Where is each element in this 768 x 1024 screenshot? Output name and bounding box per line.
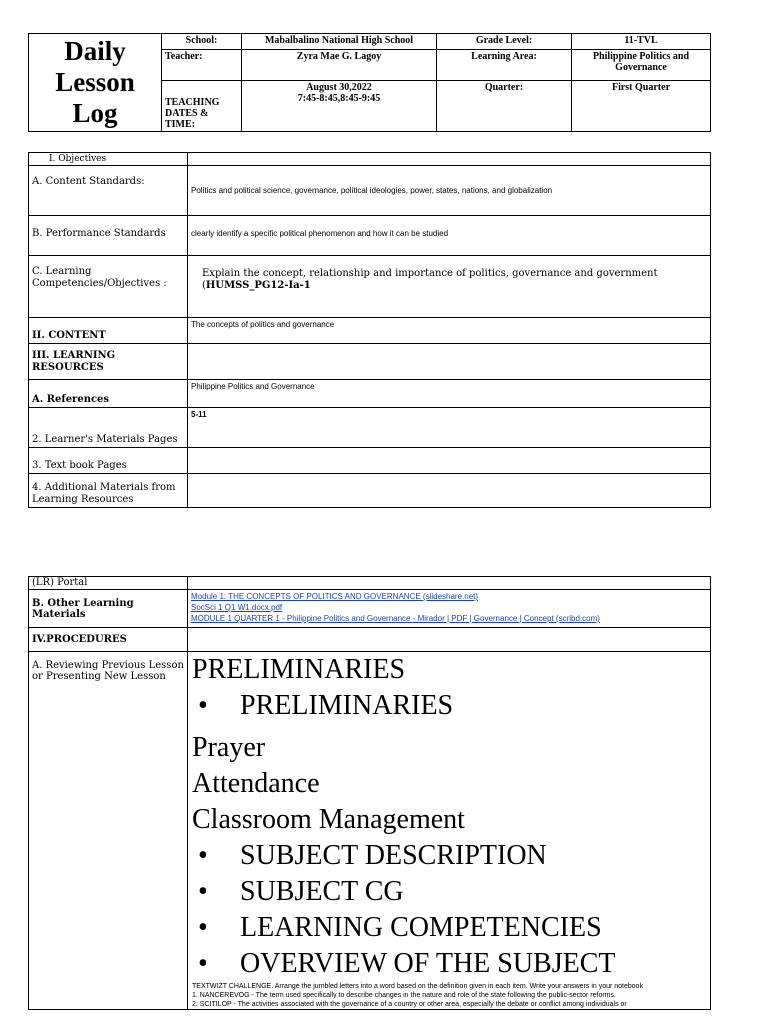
references-value: Philippine Politics and Governance (188, 380, 711, 408)
grade-label: Grade Level: (437, 34, 572, 50)
other-materials-label: B. Other Learning Materials (29, 590, 188, 628)
module-link-scribd[interactable]: MODULE 1 QUARTER 1 - Philippine Politics and Governance - Mirador | PDF | Governance | Concept (scribd.com) (191, 614, 600, 623)
content-standards-label: A. Content Standards: (29, 166, 188, 216)
content-label: II. CONTENT (29, 318, 188, 344)
additional-materials-label: 4. Additional Materials from Learning Resources (29, 474, 188, 508)
activity-instructions: TEXTWIZT CHALLENGE. Arrange the jumbled letters into a word based on the definition given in each item. Write your answers in your notebook 1. NANCEREVOG - The term used specifically to describe changes in the nature and role of the state following the public-sector reforms. 2. SCITILOP - The activities associated with the governance of a country or other area, especially the debate or conflict among individuals or (192, 983, 644, 1008)
area-label: Learning Area: (437, 50, 572, 81)
lr-portal-label: (LR) Portal (29, 577, 188, 590)
school-label: School: (162, 34, 242, 50)
textbook-pages-label: 3. Text book Pages (29, 448, 188, 474)
quarter-label: Quarter: (437, 80, 572, 131)
quarter-value: First Quarter (572, 80, 711, 131)
teacher-value: Zyra Mae G. Lagoy (242, 50, 437, 81)
procedures-content (188, 652, 711, 1010)
bullet-item: • LEARNING COMPETENCIES (198, 912, 602, 943)
content-value: The concepts of politics and governance (188, 318, 711, 344)
teacher-label: Teacher: (162, 50, 242, 81)
objectives-heading: I. Objectives (29, 153, 188, 166)
bullet-item: • OVERVIEW OF THE SUBJECT (198, 948, 616, 979)
bullet-item: • SUBJECT CG (198, 876, 404, 907)
objectives-table (28, 152, 711, 508)
page-title: Daily Lesson Log (29, 34, 162, 132)
bullet-item: • PRELIMINARIES (198, 690, 454, 721)
competency-code: HUMSS_PG12-Ia-1 (205, 280, 311, 291)
module-link-socsci-pdf[interactable]: SocSci 1 Q1 W1.docx.pdf (191, 603, 283, 612)
dates-label: TEACHING DATES & TIME: (162, 80, 242, 131)
performance-standards-value: clearly identify a specific political phenomenon and how it can be studied (188, 216, 711, 256)
competencies-value: Explain the concept, relationship and importance of politics, governance and government (HUMSS_PG12-Ia-1 (188, 256, 711, 318)
area-value: Philippine Politics and Governance (572, 50, 711, 81)
learning-resources-label: III. LEARNING RESOURCES (29, 344, 188, 380)
competencies-label: C. Learning Competencies/Objectives : (29, 256, 188, 318)
references-label: A. References (29, 380, 188, 408)
module-link-slideshare[interactable]: Module 1: THE CONCEPTS OF POLITICS AND GOVERNANCE (slideshare.net) (191, 592, 479, 601)
preliminaries-title: PRELIMINARIES (192, 654, 406, 685)
item-prayer: Prayer (192, 732, 266, 763)
links-cell (188, 590, 711, 628)
school-value: Mabalbalino National High School (242, 34, 437, 50)
grade-value: 11-TVL (572, 34, 711, 50)
learners-materials-label: 2. Learner's Materials Pages (29, 408, 188, 448)
review-lesson-label: A. Reviewing Previous Lesson or Presenting New Lesson (29, 652, 188, 1010)
item-attendance: Attendance (192, 768, 320, 799)
content-standards-value: Politics and political science, governance, political ideologies, power, states, nations, and globalization (188, 166, 711, 216)
header-table (28, 33, 711, 132)
performance-standards-label: B. Performance Standards (29, 216, 188, 256)
dates-value: August 30,2022 7:45-8:45,8:45-9:45 (242, 80, 437, 131)
item-classroom-management: Classroom Management (192, 804, 465, 835)
procedures-label: IV.PROCEDURES (29, 628, 188, 652)
procedures-table (28, 576, 711, 1010)
bullet-item: • SUBJECT DESCRIPTION (198, 840, 547, 871)
learners-materials-value: 5-11 (188, 408, 711, 448)
